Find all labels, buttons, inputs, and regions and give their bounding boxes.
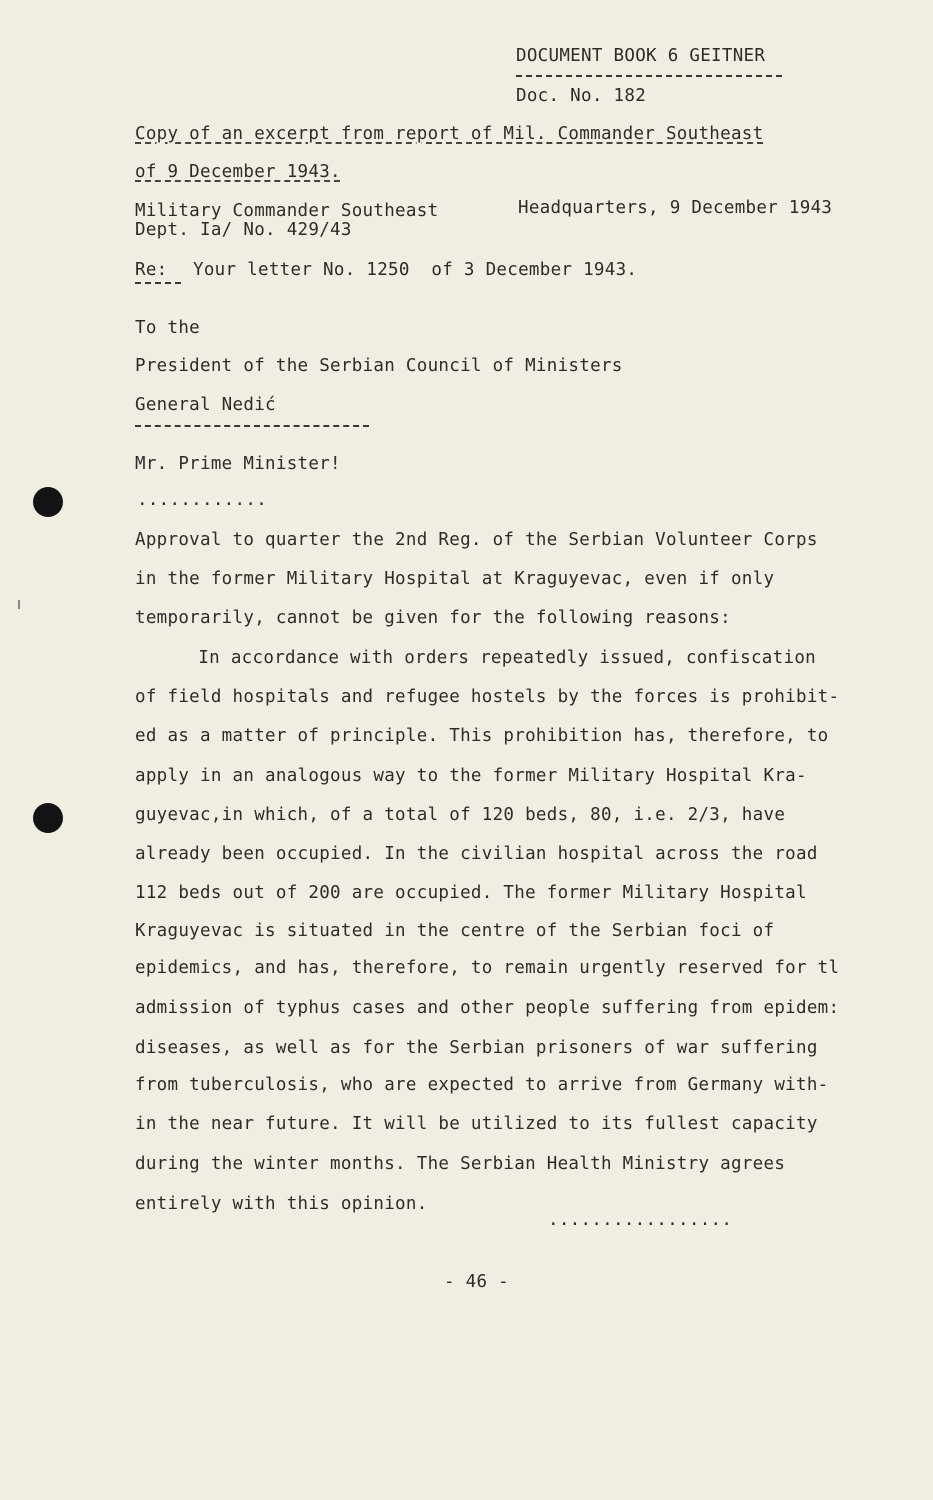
- body-line: during the winter months. The Serbian Health Ministry agrees: [135, 1154, 786, 1174]
- body-line: admission of typhus cases and other people suffering from epidem:: [135, 998, 840, 1018]
- title-line-1: Copy of an excerpt from report of Mil. Commander Southeast: [135, 124, 764, 144]
- body-line: ed as a matter of principle. This prohibition has, therefore, to: [135, 726, 829, 746]
- body-line: epidemics, and has, therefore, to remain urgently reserved for tl: [135, 958, 840, 978]
- title-line-2: of 9 December 1943.: [135, 162, 341, 182]
- body-line: diseases, as well as for the Serbian prisoners of war suffering: [135, 1038, 818, 1058]
- body-line: in the former Military Hospital at Kraguyevac, even if only: [135, 569, 775, 589]
- punch-hole-top: [33, 487, 63, 517]
- re-text: Your letter No. 1250 of 3 December 1943.: [193, 260, 638, 280]
- omission-end: .................: [548, 1210, 733, 1230]
- place-date: Headquarters, 9 December 1943: [518, 198, 833, 218]
- document-book-label: DOCUMENT BOOK 6 GEITNER: [516, 46, 766, 66]
- body-line: from tuberculosis, who are expected to arrive from Germany with-: [135, 1075, 829, 1095]
- recipient-rule: [135, 425, 369, 427]
- margin-mark: [18, 600, 20, 609]
- body-line: temporarily, cannot be given for the following reasons:: [135, 608, 731, 628]
- body-line: entirely with this opinion.: [135, 1194, 428, 1214]
- salutation: Mr. Prime Minister!: [135, 454, 341, 474]
- doc-number: Doc. No. 182: [516, 86, 647, 106]
- re-label: Re:: [135, 260, 168, 280]
- body-line: already been occupied. In the civilian hospital across the road: [135, 844, 818, 864]
- body-line: Kraguyevac is situated in the centre of the Serbian foci of: [135, 921, 775, 941]
- re-label-rule: [135, 282, 181, 284]
- body-line: in the near future. It will be utilized to its fullest capacity: [135, 1114, 818, 1134]
- body-line: of field hospitals and refugee hostels by the forces is prohibit-: [135, 687, 840, 707]
- header-rule: [516, 75, 782, 77]
- body-line: In accordance with orders repeatedly issued, confiscation: [155, 648, 816, 668]
- punch-hole-bottom: [33, 803, 63, 833]
- sender-line-1: Military Commander Southeast: [135, 201, 439, 221]
- body-line: apply in an analogous way to the former Military Hospital Kra-: [135, 766, 807, 786]
- omission-start: ............: [137, 490, 268, 510]
- recipient-line-3: General Nedić: [135, 395, 276, 415]
- body-line: guyevac,in which, of a total of 120 beds, 80, i.e. 2/3, have: [135, 805, 786, 825]
- sender-line-2: Dept. Ia/ No. 429/43: [135, 220, 352, 240]
- body-line: Approval to quarter the 2nd Reg. of the Serbian Volunteer Corps: [135, 530, 818, 550]
- recipient-line-2: President of the Serbian Council of Ministers: [135, 356, 623, 376]
- recipient-line-1: To the: [135, 318, 201, 338]
- body-line: 112 beds out of 200 are occupied. The former Military Hospital: [135, 883, 807, 903]
- page-number: - 46 -: [444, 1272, 510, 1292]
